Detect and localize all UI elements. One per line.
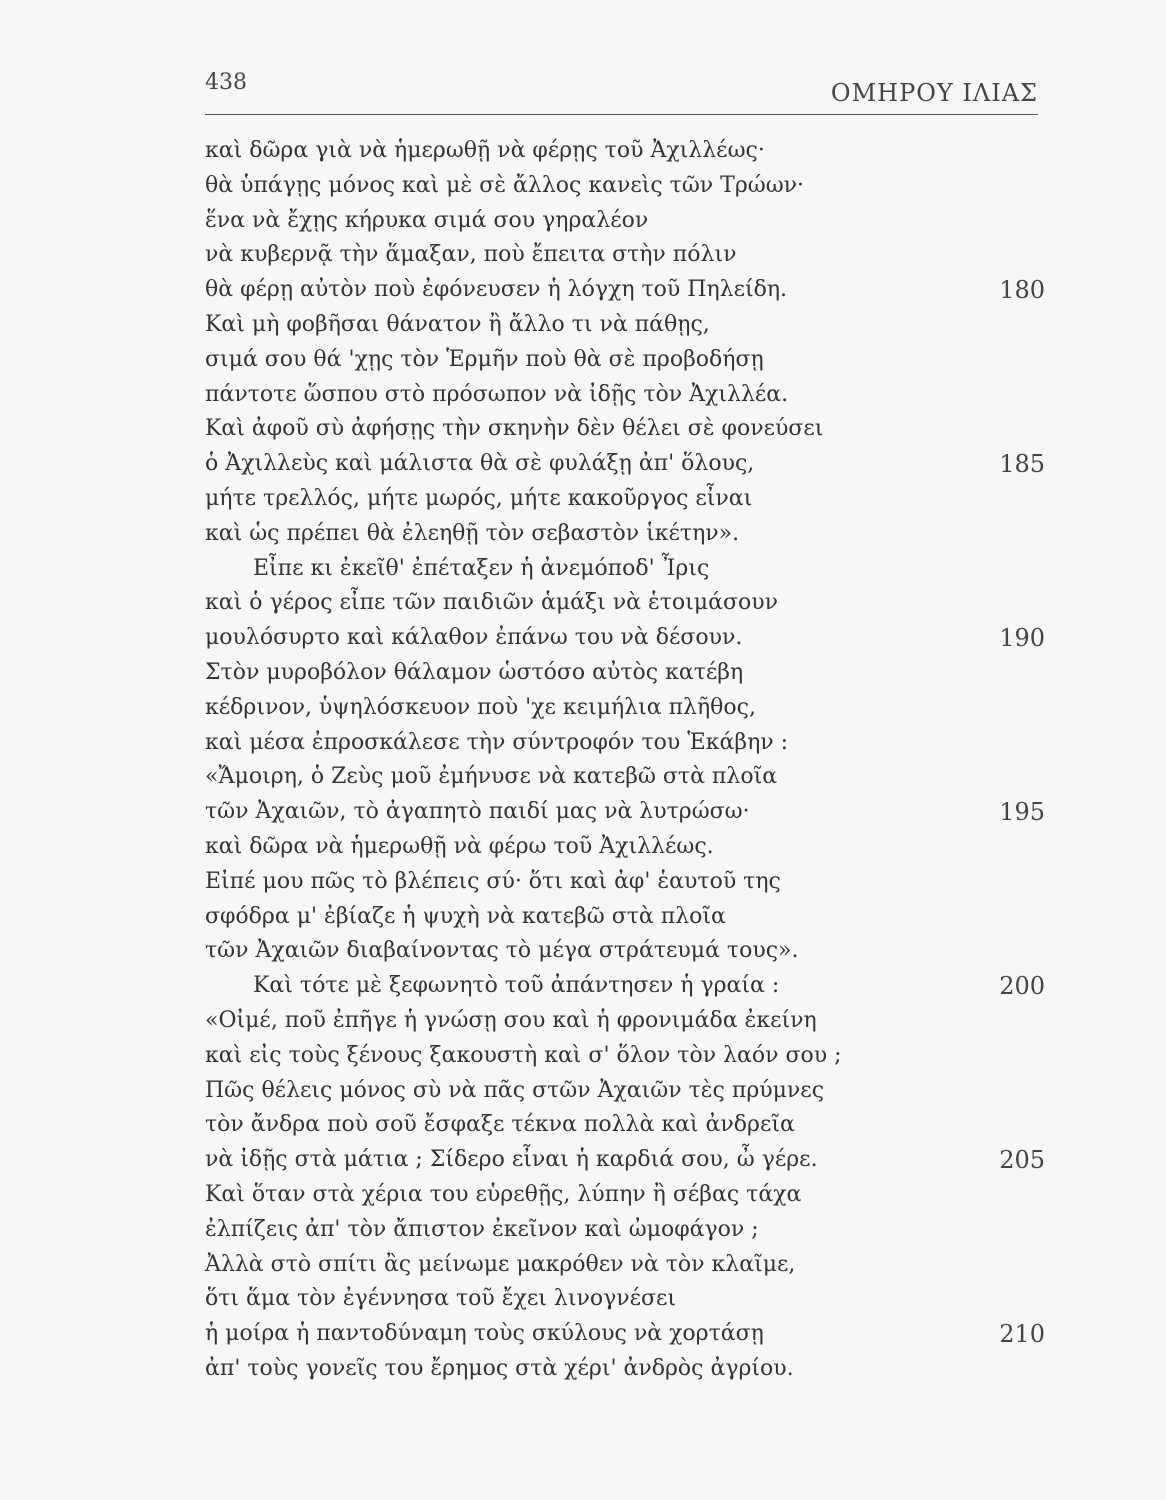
verse-line: [205, 1213, 905, 1248]
verse-text: νὰ ἰδῇς στὰ μάτια ; Σίδερο εἶναι ἡ καρδιά σου, ὦ γέρε.: [205, 1147, 818, 1173]
verse-line: [205, 830, 905, 865]
verse-text: καὶ δῶρα γιὰ νὰ ἡμερωθῇ νὰ φέρῃς τοῦ Ἀχιλλέως·: [205, 138, 765, 163]
verse-line: [205, 691, 905, 726]
verse-text: καὶ δῶρα νὰ ἡμερωθῇ νὰ φέρω τοῦ Ἀχιλλέως.: [205, 833, 714, 859]
verse-text: νὰ κυβερνᾷ τὴν ἅμαξαν, ποὺ ἔπειτα στὴν πόλιν: [205, 242, 737, 268]
verse-line: [205, 1004, 905, 1039]
verse-text: ἕνα νὰ ἔχῃς κήρυκα σιμά σου γηραλέον: [205, 207, 649, 233]
verse-line: [205, 482, 905, 517]
verse-line: [205, 1282, 905, 1317]
line-number: 210: [999, 1320, 1045, 1349]
verse-line: [205, 621, 1045, 656]
verse-line: [205, 865, 905, 900]
verse-text: σφόδρα μ' ἐβίαζε ἡ ψυχὴ νὰ κατεβῶ στὰ πλοῖα: [205, 903, 726, 929]
verse-text: τῶν Ἀχαιῶν, τὸ ἀγαπητὸ παιδί μας νὰ λυτρώσω·: [205, 799, 750, 825]
verse-text: ἀπ' τοὺς γονεῖς του ἔρημος στὰ χέρι' ἀνδρὸς ἀγρίου.: [205, 1355, 794, 1381]
verse-text: κέδρινον, ὑψηλόσκευον ποὺ 'χε κειμήλια πλῆθος,: [205, 694, 756, 720]
verse-text: ἐλπίζεις ἀπ' τὸν ἄπιστον ἐκεῖνον καὶ ὠμοφάγον ;: [205, 1216, 759, 1242]
verse-text: τὸν ἄνδρα ποὺ σοῦ ἔσφαξε τέκνα πολλὰ καὶ ἀνδρεῖα: [205, 1112, 795, 1138]
verse-line: [205, 1248, 905, 1283]
verse-line: [205, 308, 905, 343]
verse-text: καὶ ὡς πρέπει θὰ ἐλεηθῇ τὸν σεβαστὸν ἱκέτην».: [205, 520, 740, 546]
line-number: 205: [999, 1146, 1045, 1175]
verse-line: [205, 1352, 905, 1387]
page-number: 438: [205, 70, 247, 95]
verse-list: [205, 134, 1045, 1387]
running-title: ΟΜΗΡΟΥ ΙΛΙΑΣ: [830, 79, 1038, 107]
verse-line: [205, 1039, 905, 1074]
verse-line: [205, 586, 905, 621]
verse-line: [205, 1143, 1045, 1178]
verse-text: θὰ φέρῃ αὐτὸν ποὺ ἐφόνευσεν ἡ λόγχη τοῦ Πηλείδη.: [205, 277, 788, 303]
verse-line: [205, 447, 1045, 482]
verse-line: [205, 517, 905, 552]
verse-line: [205, 1074, 905, 1109]
verse-line: [205, 726, 905, 761]
verse-line: [205, 1108, 905, 1143]
header-rule: [205, 114, 1038, 115]
verse-text: καὶ ὁ γέρος εἶπε τῶν παιδιῶν ἁμάξι νὰ ἑτοιμάσουν: [205, 590, 778, 616]
line-number: 180: [999, 276, 1045, 305]
verse-line: [205, 969, 1045, 1004]
verse-text: Εἶπε κι ἐκεῖθ' ἐπέταξεν ἡ ἀνεμόποδ' Ἶρις: [253, 555, 710, 581]
verse-line: [205, 900, 905, 935]
verse-text: Καὶ ἀφοῦ σὺ ἀφήσῃς τὴν σκηνὴν δὲν θέλει σὲ φονεύσει: [205, 416, 824, 442]
verse-line: [205, 656, 905, 691]
line-number: 190: [999, 624, 1045, 653]
verse-text: Εἰπέ μου πῶς τὸ βλέπεις σύ· ὅτι καὶ ἀφ' ἑαυτοῦ της: [205, 868, 781, 894]
verse-line: [205, 343, 905, 378]
verse-line: [205, 169, 905, 204]
verse-text: Καὶ τότε μὲ ξεφωνητὸ τοῦ ἀπάντησεν ἡ γραία :: [253, 973, 780, 999]
verse-text: μουλόσυρτο καὶ κάλαθον ἐπάνω του νὰ δέσουν.: [205, 625, 743, 651]
verse-text: καὶ μέσα ἐπροσκάλεσε τὴν σύντροφόν του Ἑκάβην :: [205, 729, 789, 755]
verse-line: [205, 934, 905, 969]
verse-line: [205, 134, 905, 169]
verse-text: ὅτι ἅμα τὸν ἐγέννησα τοῦ ἔχει λινογνέσει: [205, 1286, 677, 1312]
verse-text: πάντοτε ὥσπου στὸ πρόσωπον νὰ ἰδῇς τὸν Ἀχιλλέα.: [205, 381, 789, 407]
verse-line: [205, 795, 1045, 830]
verse-line: [205, 204, 905, 239]
verse-line: [205, 1317, 1045, 1352]
verse-text: σιμά σου θά 'χῃς τὸν Ἑρμῆν ποὺ θὰ σὲ προβοδήσῃ: [205, 346, 764, 372]
verse-line: [205, 273, 1045, 308]
verse-text: Καὶ μὴ φοβῆσαι θάνατον ἢ ἄλλο τι νὰ πάθῃς,: [205, 311, 710, 337]
verse-line: [205, 1178, 905, 1213]
verse-text: ἡ μοίρα ἡ παντοδύναμη τοὺς σκύλους νὰ χορτάσῃ: [205, 1321, 764, 1347]
line-number: 200: [999, 972, 1045, 1001]
verse-text: τῶν Ἀχαιῶν διαβαίνοντας τὸ μέγα στράτευμά τους».: [205, 938, 799, 964]
verse-text: «Ἄμοιρη, ὁ Ζεὺς μοῦ ἐμήνυσε νὰ κατεβῶ στὰ πλοῖα: [205, 764, 778, 790]
verse-text: θὰ ὑπάγῃς μόνος καὶ μὲ σὲ ἄλλος κανεὶς τῶν Τρώων·: [205, 172, 804, 198]
verse-text: μήτε τρελλός, μήτε μωρός, μήτε κακοῦργος εἶναι: [205, 485, 753, 511]
verse-line: [205, 552, 905, 587]
verse-line: [205, 238, 905, 273]
verse-line: [205, 378, 905, 413]
verse-text: Ἀλλὰ στὸ σπίτι ἂς μείνωμε μακρόθεν νὰ τὸν κλαῖμε,: [205, 1251, 796, 1277]
verse-line: [205, 760, 905, 795]
verse-text: Καὶ ὅταν στὰ χέρια του εὑρεθῇς, λύπην ἢ σέβας τάχα: [205, 1181, 802, 1207]
verse-text: Πῶς θέλεις μόνος σὺ νὰ πᾶς στῶν Ἀχαιῶν τὲς πρύμνες: [205, 1077, 825, 1103]
line-number: 185: [999, 450, 1045, 479]
verse-text: «Οἰμέ, ποῦ ἐπῆγε ἡ γνώσῃ σου καὶ ἡ φρονιμάδα ἐκείνη: [205, 1007, 817, 1033]
verse-text: καὶ εἰς τοὺς ξένους ξακουστὴ καὶ σ' ὅλον τὸν λαόν σου ;: [205, 1042, 842, 1068]
verse-text: ὁ Ἀχιλλεὺς καὶ μάλιστα θὰ σὲ φυλάξῃ ἀπ' ὅλους,: [205, 451, 755, 477]
verse-line: [205, 412, 905, 447]
verse-text: Στὸν μυροβόλον θάλαμον ὡστόσο αὐτὸς κατέβη: [205, 659, 744, 685]
line-number: 195: [999, 798, 1045, 827]
